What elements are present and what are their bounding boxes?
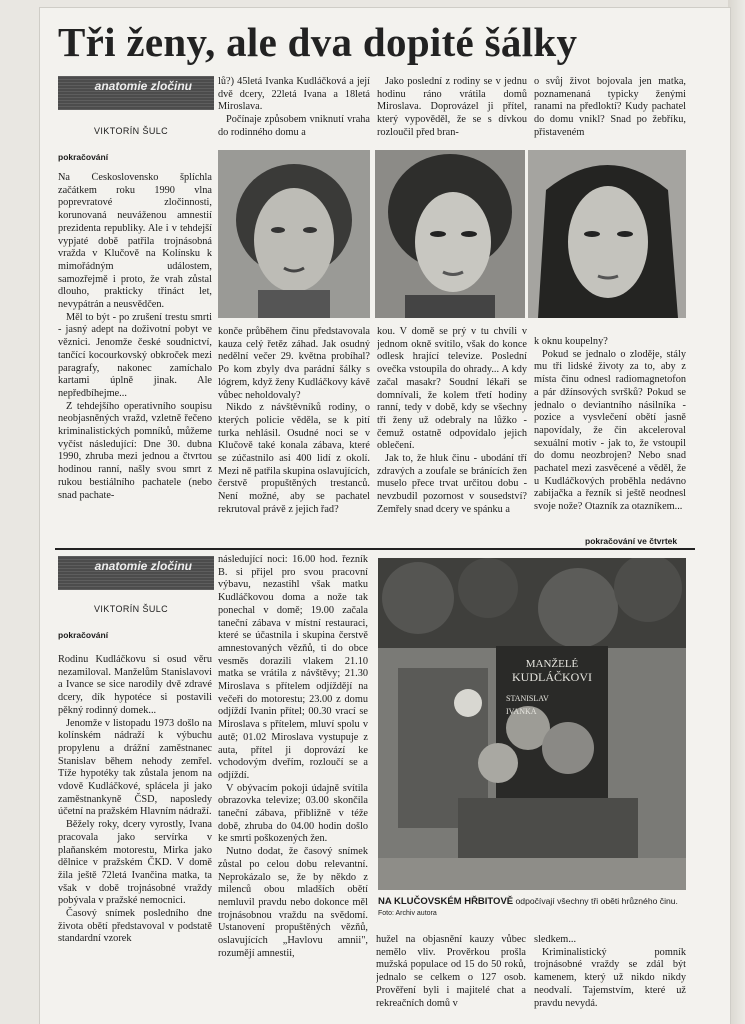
photo-credit: Foto: Archiv autora [378,910,437,917]
headline: Tři ženy, ale dva dopité šálky [58,19,578,65]
paragraph: Nutno dodat, že časový snímek zůstal po celou dobu relevantní. Neprokázalo se, že by někdo z milenců obou mladších obětí nemluvil pravdu nebo dokonce měl trojnásobnou vraždu na svědomí. Ustanovení propuštěných vězňů, oslavujících „Havlovu amnii", rozumějí amnestii, [218,846,368,959]
paper-edge [728,0,745,1024]
kicker: pokračování [58,630,109,640]
paragraph: konče průběhem činu představovala kauza celý řetěz záhad. Jak osudný nedělní večer 29. května probíhal? Po kom zbyly dva parádní šálky s lógrem, když ženy Kudláčkovy kávě vůbec neholdovaly? [218,326,370,401]
paragraph: Běžely roky, dcery vyrostly, Ivana pracovala jako servírka v plaňanském motorestu, Mirka jako dělnice v pražském ČKD. V domě žila ještě 72letá Ivančina matka, ta však v době trojnásobné vraždy pobývala v pražské nemocnici. [58,819,212,907]
text-column-1 [58,654,212,1016]
paragraph: Pokud se jednalo o zloděje, stály mu tři lidské životy za to, aby z místa činu odnesl radiomagnetofon a pár džínsových svršků? Pokud se jednalo o deviantního násilníka - pozice a vysvlečení obětí jasně napovídaly, že čin akceleroval sexuální motiv - jak to, že vstoupil do domu neozbrojen? Nebo snad pachatel mezi zasvěcené a věděl, že u Kudláčkových proběhla nedávno zabijačka a řezník si ještě neodnesl svoje nože? Otazník za otazníkem... [534,348,686,513]
text-column-2-bottom [218,326,370,544]
paragraph: následující noci: 16.00 hod. řezník B. si přijel pro svou pracovní výbavu, nezastihl však matku Kudláčkovou doma a nože tak ponechal v domě; 19.00 začala taneční zábava v místní restauraci, které se účastnila i skupina čerstvě amnestovaných vězňů, ti do obce vesměs dorazili vlakem 21.10 matka se vrátila z návštěvy; 21.30 Miroslava s přítelem odjíždějí na večeři do motorestu; 23.00 z domu odjíždí Ivanin přítel; 00.30 vrací se Miroslava s přítelem, mluví spolu v autě; 01.02 Miroslava vystupuje z auta, přítel ji doprovází ke vchodovým dveřím, rozloučí se a odjíždí. [218,554,368,781]
rubric-badge: anatomie zločinu [58,76,214,110]
cemetery-grave-photo [378,558,686,890]
photo-caption [378,896,688,919]
paragraph: Jako poslední z rodiny se v jednu hodinu ráno vrátila domů Miroslava. Doprovázel ji přítel, který vypověděl, že se s dívkou rozloučil před bran- [377,76,527,138]
paragraph: kou. V domě se prý v tu chvíli v jednom okně svítilo, však do konce odlesk hrající televize. Poslední ovečka vstoupila do ohrady... A kdy začal masakr? Soudní lékaři se domnívali, že kolem třetí hodiny ranní, tedy v době, kdy se všechny tři ženy už odebraly na lůžko - čemuž ostatně odpovídalo jejich oblečení. [377,326,527,452]
text-column-4-top [534,76,686,146]
grave-line: MANŽELÉ [525,658,579,670]
paragraph: Počínaje způsobem vniknutí vraha do rodinného domu a [218,114,370,138]
paragraph: o svůj život bojovala jen matka, poznamenaná typicky ženými ranami na předloktí? Kudy pachatel do domu vnikl? Snad po žebříku, přistaveném [534,76,686,138]
text-column-3 [376,934,526,1016]
text-column-4-bottom [534,336,686,534]
paragraph: Jak to, že hluk činu - ubodání tří zdravých a zoufale se bránících žen muselo přece trvat určitou dobu - nevzbudil pozornost v sousedství? Zemřely snad dcery ve spánku a [377,453,527,515]
paragraph: V obývacím pokoji údajně svítila obrazovka televize; 03.00 skončila taneční zábava, přibližně v téže době, zhruba do 04.00 hodin došlo ke smrti poškozených žen. [218,782,368,845]
paragraph: Z tehdejšího operativního soupisu neobjasněných vražd, vzletně řečeno kriminalistických pomníků, můžeme vyčíst následující: Dne 30. dubna 1990, zhruba mezi jednou a čtvrtou hodinou ranní, našly svou smrt z rukou bestiálního pachatele (nebo snad pachate- [58,400,212,501]
paragraph: Jenomže v listopadu 1973 došlo na kolínském nádraží k výbuchu propylenu a drážní zaměstnanec Stanislav během nehody zemřel. Tíže hypotéky tak zůstala jenom na vdově Kudláčkové, splácela ji jako zaměstnankyně ČSD, naposledy účetní na pražském Hlavním nádraží. [58,717,212,818]
paragraph: hužel na objasnění kauzy vůbec nemělo vliv. Prověrkou prošla mužská populace od 15 do 50 roků, jednalo se celkem o 127 osob. Prověření byli i majitelé chat a rekreačních domů v [376,934,526,1009]
kicker: pokračování [58,152,109,162]
text-column-1 [58,172,212,542]
grave-line: STANISLAV [506,694,549,703]
text-column-2-top [218,76,370,146]
caption-text: odpočívají všechny tři oběti hrůzného činu. [513,896,678,906]
byline: VIKTORÍN ŠULC [94,126,169,136]
portrait-mother-photo [218,150,370,318]
paragraph: Nikdo z návštěvníků rodiny, o kterých policie věděla, se k pití turka nehlásil. Osudné noci se v Klučově také konala zábava, které se zúčastnilo asi 400 lidí z okolí. Mezi ně patřila skupina oslavujících, čerstvě propuštěných trestanců. Není možné, aby se pachatel rekrutoval právě z jejich řad? [218,402,370,515]
paragraph: lů?) 45letá Ivanka Kudláčková a její dvě dcery, 22letá Ivana a 18letá Miroslava. [218,76,370,113]
paragraph: Časový snímek posledního dne života obětí představoval v podstatě standardní vzorek [58,908,212,945]
grave-line: KUDLÁČKOVI [512,670,592,684]
text-column-2 [218,554,368,1016]
continued-note: pokračování ve čtvrtek [585,536,678,546]
portrait-ivana-photo [375,150,525,318]
grave-inscription [500,658,604,718]
paragraph: Kriminalistický pomník trojnásobné vraždy se zdál být kamenem, který už nikdo nikdy neodvalí. Tajemstvím, které už pravdu nevydá. [534,946,686,1009]
text-column-4 [534,934,686,1016]
grave-line: IVANKA [506,707,537,716]
caption-bold: NA KLUČOVSKÉM HŘBITOVĚ [378,896,514,907]
rubric-badge: anatomie zločinu [58,556,214,590]
paragraph: Měl to být - po zrušení trestu smrti - jasný adept na doživotní pobyt ve věznici. Jenomže české soudnictví, tančící kocourkovský obkroček mezi paragrafy, nakonec zamíchalo kartami úplně jinak. Ale nepředbíhejme... [58,311,212,399]
paragraph: sledkem... [534,934,577,945]
text-column-3-top [377,76,527,146]
portrait-miroslava-photo [528,150,686,318]
text-column-3-bottom [377,326,527,544]
byline: VIKTORÍN ŠULC [94,604,169,614]
paragraph: Rodinu Kudláčkovu si osud věru nezamiloval. Manželům Stanislavovi a Ivance se sice narodily dvě zdravé dcery, dík hypotéce si postavili pěkný rodinný domek... [58,654,212,716]
paragraph: Na Československo šplíchla začátkem roku 1990 vlna poprevratové zločinnosti, korunovaná neuváženou amnestií prezidenta republiky. Ale i v tehdejší vypjaté době patřila trojnásobná vražda v Klučově na Kolínsku k mimořádným událostem, samozřejmě i proto, že vrah zůstal dlouho, prakticky třináct let, nevypátrán a neusvědčen. [58,172,212,311]
paragraph: k oknu koupelny? [534,336,608,347]
section-divider [55,548,695,550]
